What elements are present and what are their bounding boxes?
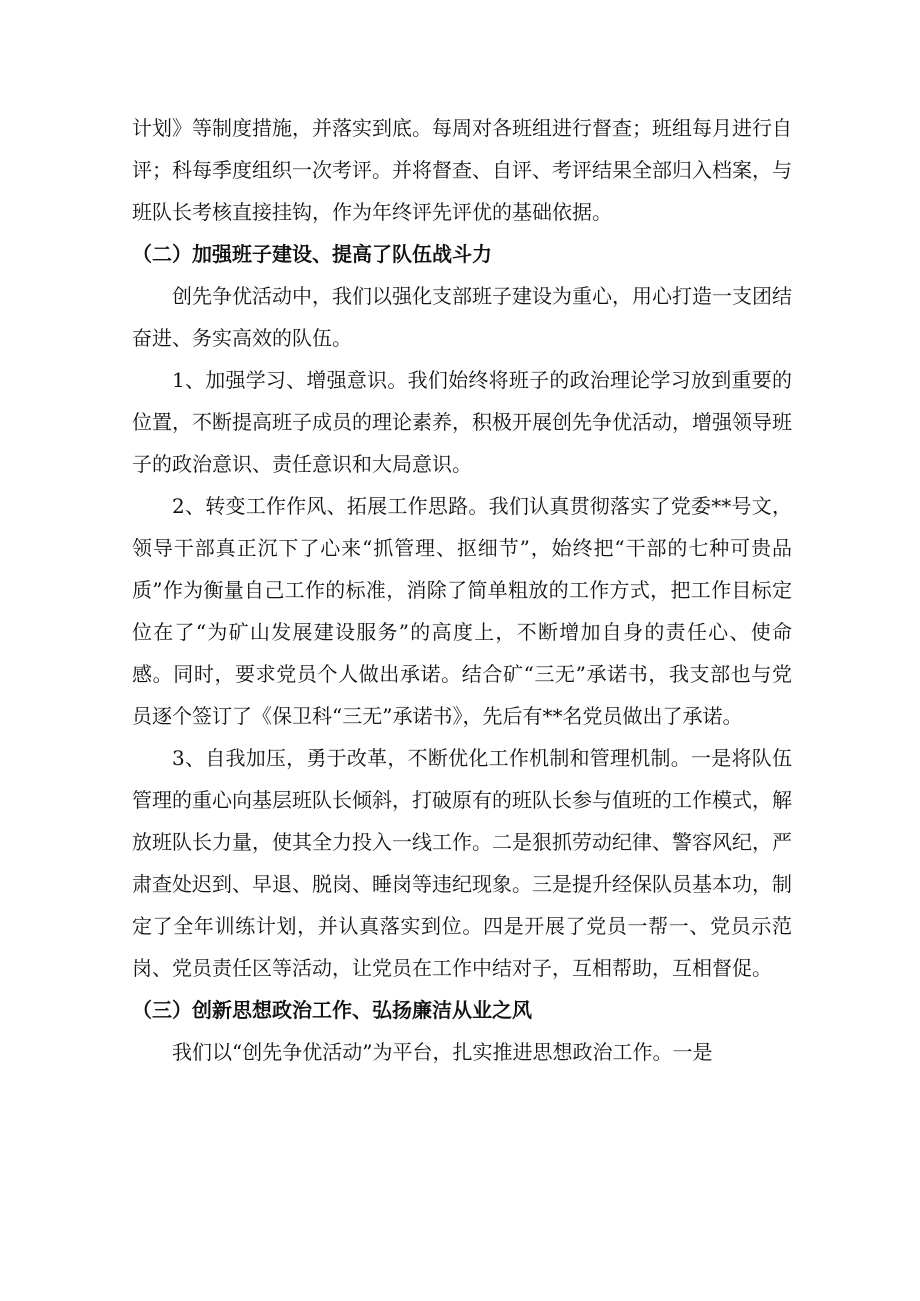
paragraph-item-2: 2、转变工作作风、拓展工作思路。我们认真贯彻落实了党委**号文，领导干部真正沉下了心来“抓管理、抠细节”，始终把“干部的七种可贵品质”作为衡量自己工作的标准，消除了简单粗放的工作方式，把工作目标定位在了“为矿山发展建设服务”的高度上，不断增加自身的责任心、使命感。同时，要求党员个人做出承诺。结合矿“三无”承诺书，我支部也与党员逐个签订了《保卫科“三无”承诺书》，先后有**名党员做出了承诺。 — [132, 494, 792, 728]
paragraph-section-three: 我们以“创先争优活动”为平台，扎实推进思想政治工作。一是 — [172, 1040, 713, 1064]
paragraph-item-3: 3、自我加压，勇于改革，不断优化工作机制和管理机制。一是将队伍管理的重心向基层班队长倾斜，打破原有的班队长参与值班的工作模式，解放班队长力量，使其全力投入一线工作。二是狠抓劳动纪律、警容风纪，严肃查处迟到、早退、脱岗、睡岗等违纪现象。三是提升经保队员基本功，制定了全年训练计划，并认真落实到位。四是开展了党员一帮一、党员示范岗、党员责任区等活动，让党员在工作中结对子，互相帮助，互相督促。 — [132, 746, 792, 980]
paragraph-continuation: 计划》等制度措施，并落实到底。每周对各班组进行督查；班组每月进行自评；科每季度组织一次考评。并将督查、自评、考评结果全部归入档案，与班队长考核直接挂钩，作为年终评先评优的基础依据。 — [132, 116, 792, 224]
paragraph-item-1: 1、加强学习、增强意识。我们始终将班子的政治理论学习放到重要的位置，不断提高班子成员的理论素养，积极开展创先争优活动，增强领导班子的政治意识、责任意识和大局意识。 — [132, 368, 792, 476]
paragraph-intro: 创先争优活动中，我们以强化支部班子建设为重心，用心打造一支团结奋进、务实高效的队伍。 — [132, 284, 792, 350]
document-body — [132, 107, 792, 1073]
section-heading-two: （二）加强班子建设、提高了队伍战斗力 — [132, 242, 492, 266]
section-heading-three: （三）创新思想政治工作、弘扬廉洁从业之风 — [132, 998, 532, 1022]
